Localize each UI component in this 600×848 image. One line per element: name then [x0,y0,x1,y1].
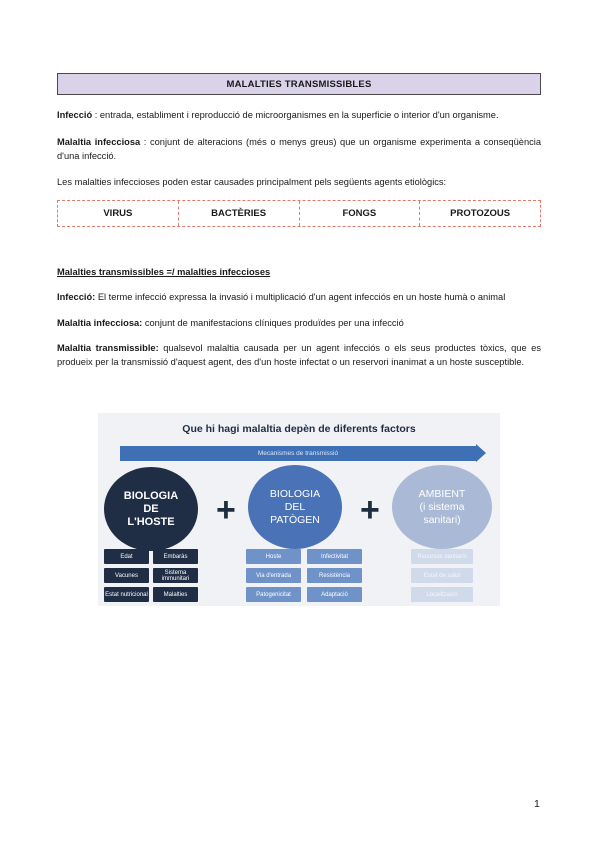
environment-tag: Recursos sanitaris [411,549,473,564]
figure-title: Que hi hagi malaltia depèn de diferents factors [182,423,416,435]
paragraph-agents-intro: Les malalties infeccioses poden estar causades principalment pels següents agents etiològics: [57,177,447,187]
pathogen-tag: Infectivitat [307,549,362,564]
pathogen-tag: Hoste [246,549,301,564]
definition: qualsevol malaltia causada per un agent infecciós o els seus productes tòxics, que es produeix per la transmissió d'aquest agent, des d'un hoste infectat o un reservori inanimat a un hoste susceptible. [57,343,541,367]
paragraph-infeccio [57,108,541,122]
pathogen-tag: Resistència [307,568,362,583]
host-tag: Edat [104,549,149,564]
page-number: 1 [534,798,540,810]
host-tag: Embaràs [153,549,198,564]
term: Malaltia infecciosa [57,137,141,147]
host-biology-circle: BIOLOGIA DE L'HOSTE [104,467,198,551]
term: Malaltia transmissible: [57,343,159,353]
pathogen-tag: Patogenicitat [246,587,301,602]
factors-figure [98,413,500,606]
host-tag: Estat nutricional [104,587,149,602]
arrow-label: Mecanismes de transmissió [257,450,339,457]
environment-tag: Estat de salut [411,568,473,583]
paragraph-malaltia-infecciosa [57,135,541,163]
agents-table [57,200,541,227]
host-tag: Malalties [153,587,198,602]
environment-tag: Localització [411,587,473,602]
definition: : conjunt de alteracions (més o menys greus) que un organisme experimenta a conseqüència d'una infecció. [57,137,542,161]
environment-circle: AMBIENT (i sistema sanitari) [392,465,492,549]
section-heading: Malalties transmissibles =/ malalties infeccioses [57,267,271,277]
paragraph-malaltia-infecciosa-2 [57,316,541,330]
host-tag: Sistema immunitari [153,568,198,583]
term: Infecció: [57,292,96,302]
pathogen-tag: Adaptació [307,587,362,602]
agent-cell: VIRUS [58,201,179,226]
definition: El terme infecció expressa la invasió i multiplicació d'un agent infecciós en un hoste humà o animal [95,292,506,302]
page-title: MALALTIES TRANSMISSIBLES [57,73,541,95]
paragraph-infeccio-2 [57,290,541,304]
agent-cell: FONGS [300,201,421,226]
arrow-head-icon [476,444,486,462]
definition: conjunt de manifestacions clíniques produïdes per una infecció [142,318,404,328]
plus-icon: + [360,491,380,529]
host-tag: Vacunes [104,568,149,583]
paragraph-malaltia-transmissible [57,341,541,369]
term: Malaltia infecciosa: [57,318,143,328]
agent-cell: PROTOZOUS [450,208,511,219]
term: Infecció [57,110,93,120]
plus-icon: + [216,491,236,529]
pathogen-tag: Via d'entrada [246,568,301,583]
pathogen-biology-circle: BIOLOGIA DEL PATÒGEN [248,465,342,549]
agent-cell: BACTÈRIES [179,201,300,226]
definition: : entrada, establiment i reproducció de microorganismes en la superficie o interior d'un organisme. [92,110,499,120]
